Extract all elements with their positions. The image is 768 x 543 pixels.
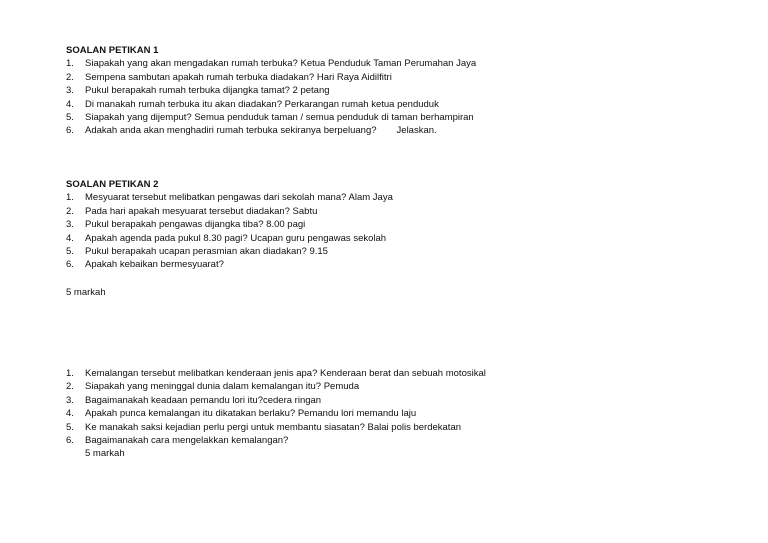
- question-text: Apakah kebaikan bermesyuarat?: [85, 259, 224, 271]
- question-text: Mesyuarat tersebut melibatkan pengawas dari sekolah mana? Alam Jaya: [85, 192, 393, 204]
- section-petikan-2: [66, 178, 746, 272]
- marks-label: 5 markah: [66, 287, 106, 298]
- question-item: [66, 367, 746, 380]
- question-number: 2.: [66, 205, 74, 217]
- question-text: Di manakah rumah terbuka itu akan diadakan? Perkarangan rumah ketua penduduk: [85, 98, 439, 110]
- section-heading: SOALAN PETIKAN 1: [66, 45, 159, 56]
- question-text: Bagaimanakah cara mengelakkan kemalangan?: [85, 434, 289, 446]
- question-number: 3.: [66, 85, 74, 97]
- question-item: [66, 205, 746, 218]
- section-heading: SOALAN PETIKAN 2: [66, 179, 159, 190]
- question-number: 4.: [66, 408, 74, 420]
- question-text: Siapakah yang akan mengadakan rumah terbuka? Ketua Penduduk Taman Perumahan Jaya: [85, 58, 477, 70]
- question-item: [66, 124, 746, 137]
- question-text: Pukul berapakah rumah terbuka dijangka tamat? 2 petang: [85, 85, 330, 97]
- question-item: [66, 218, 746, 231]
- question-item: [66, 434, 746, 447]
- section-petikan-3: [66, 367, 746, 461]
- question-number: 1.: [66, 368, 74, 379]
- question-text: Pukul berapakah ucapan perasmian akan diadakan? 9.15: [85, 245, 328, 257]
- marks-petikan-2: [66, 286, 746, 299]
- question-text: Bagaimanakah keadaan pemandu lori itu?cedera ringan: [85, 394, 322, 406]
- question-list: [66, 57, 746, 137]
- question-number: 4.: [66, 232, 74, 244]
- question-text-group: [85, 124, 746, 137]
- question-text: Pukul berapakah pengawas dijangka tiba? 8.00 pagi: [85, 219, 306, 231]
- question-item: [66, 191, 746, 204]
- question-number: 2.: [66, 381, 74, 393]
- question-item: [66, 84, 746, 97]
- question-number: 6.: [66, 125, 74, 137]
- question-number: 3.: [66, 394, 74, 406]
- question-text: Kemalangan tersebut melibatkan kenderaan jenis apa? Kenderaan berat dan sebuah motosikal: [85, 368, 486, 379]
- question-item: [66, 71, 746, 84]
- question-item: [66, 421, 746, 434]
- question-text: Adakah anda akan menghadiri rumah terbuka sekiranya berpeluang?: [85, 125, 377, 137]
- question-list: [66, 367, 746, 447]
- question-number: 3.: [66, 219, 74, 231]
- question-number: 1.: [66, 58, 74, 70]
- question-number: 4.: [66, 98, 74, 110]
- question-item: [66, 258, 746, 271]
- question-text: Apakah punca kemalangan itu dikatakan berlaku? Pemandu lori memandu laju: [85, 408, 417, 420]
- question-number: 6.: [66, 434, 74, 446]
- question-number: 5.: [66, 245, 74, 257]
- question-number: 5.: [66, 111, 74, 123]
- question-item: [66, 232, 746, 245]
- question-text: Siapakah yang dijemput? Semua penduduk taman / semua penduduk di taman berhampiran: [85, 111, 474, 123]
- question-number: 6.: [66, 259, 74, 271]
- question-number: 1.: [66, 192, 74, 204]
- question-text: Siapakah yang meninggal dunia dalam kemalangan itu? Pemuda: [85, 381, 360, 393]
- question-text: Sempena sambutan apakah rumah terbuka diadakan? Hari Raya Aidilfitri: [85, 71, 392, 83]
- marks-label: 5 markah: [85, 448, 125, 460]
- question-item: [66, 57, 746, 70]
- question-number: 2.: [66, 71, 74, 83]
- question-text: Pada hari apakah mesyuarat tersebut diadakan? Sabtu: [85, 205, 318, 217]
- question-list: [66, 191, 746, 271]
- question-item: [66, 98, 746, 111]
- question-number: 5.: [66, 421, 74, 433]
- question-text: Apakah agenda pada pukul 8.30 pagi? Ucapan guru pengawas sekolah: [85, 232, 387, 244]
- section-petikan-1: [66, 44, 746, 138]
- question-text: Ke manakah saksi kejadian perlu pergi untuk membantu siasatan? Balai polis berdekatan: [85, 421, 462, 433]
- question-item: [66, 245, 746, 258]
- question-item: [66, 394, 746, 407]
- question-item: [66, 380, 746, 393]
- question-item: [66, 407, 746, 420]
- question-item: [66, 111, 746, 124]
- question-instruction: Jelaskan.: [396, 125, 437, 137]
